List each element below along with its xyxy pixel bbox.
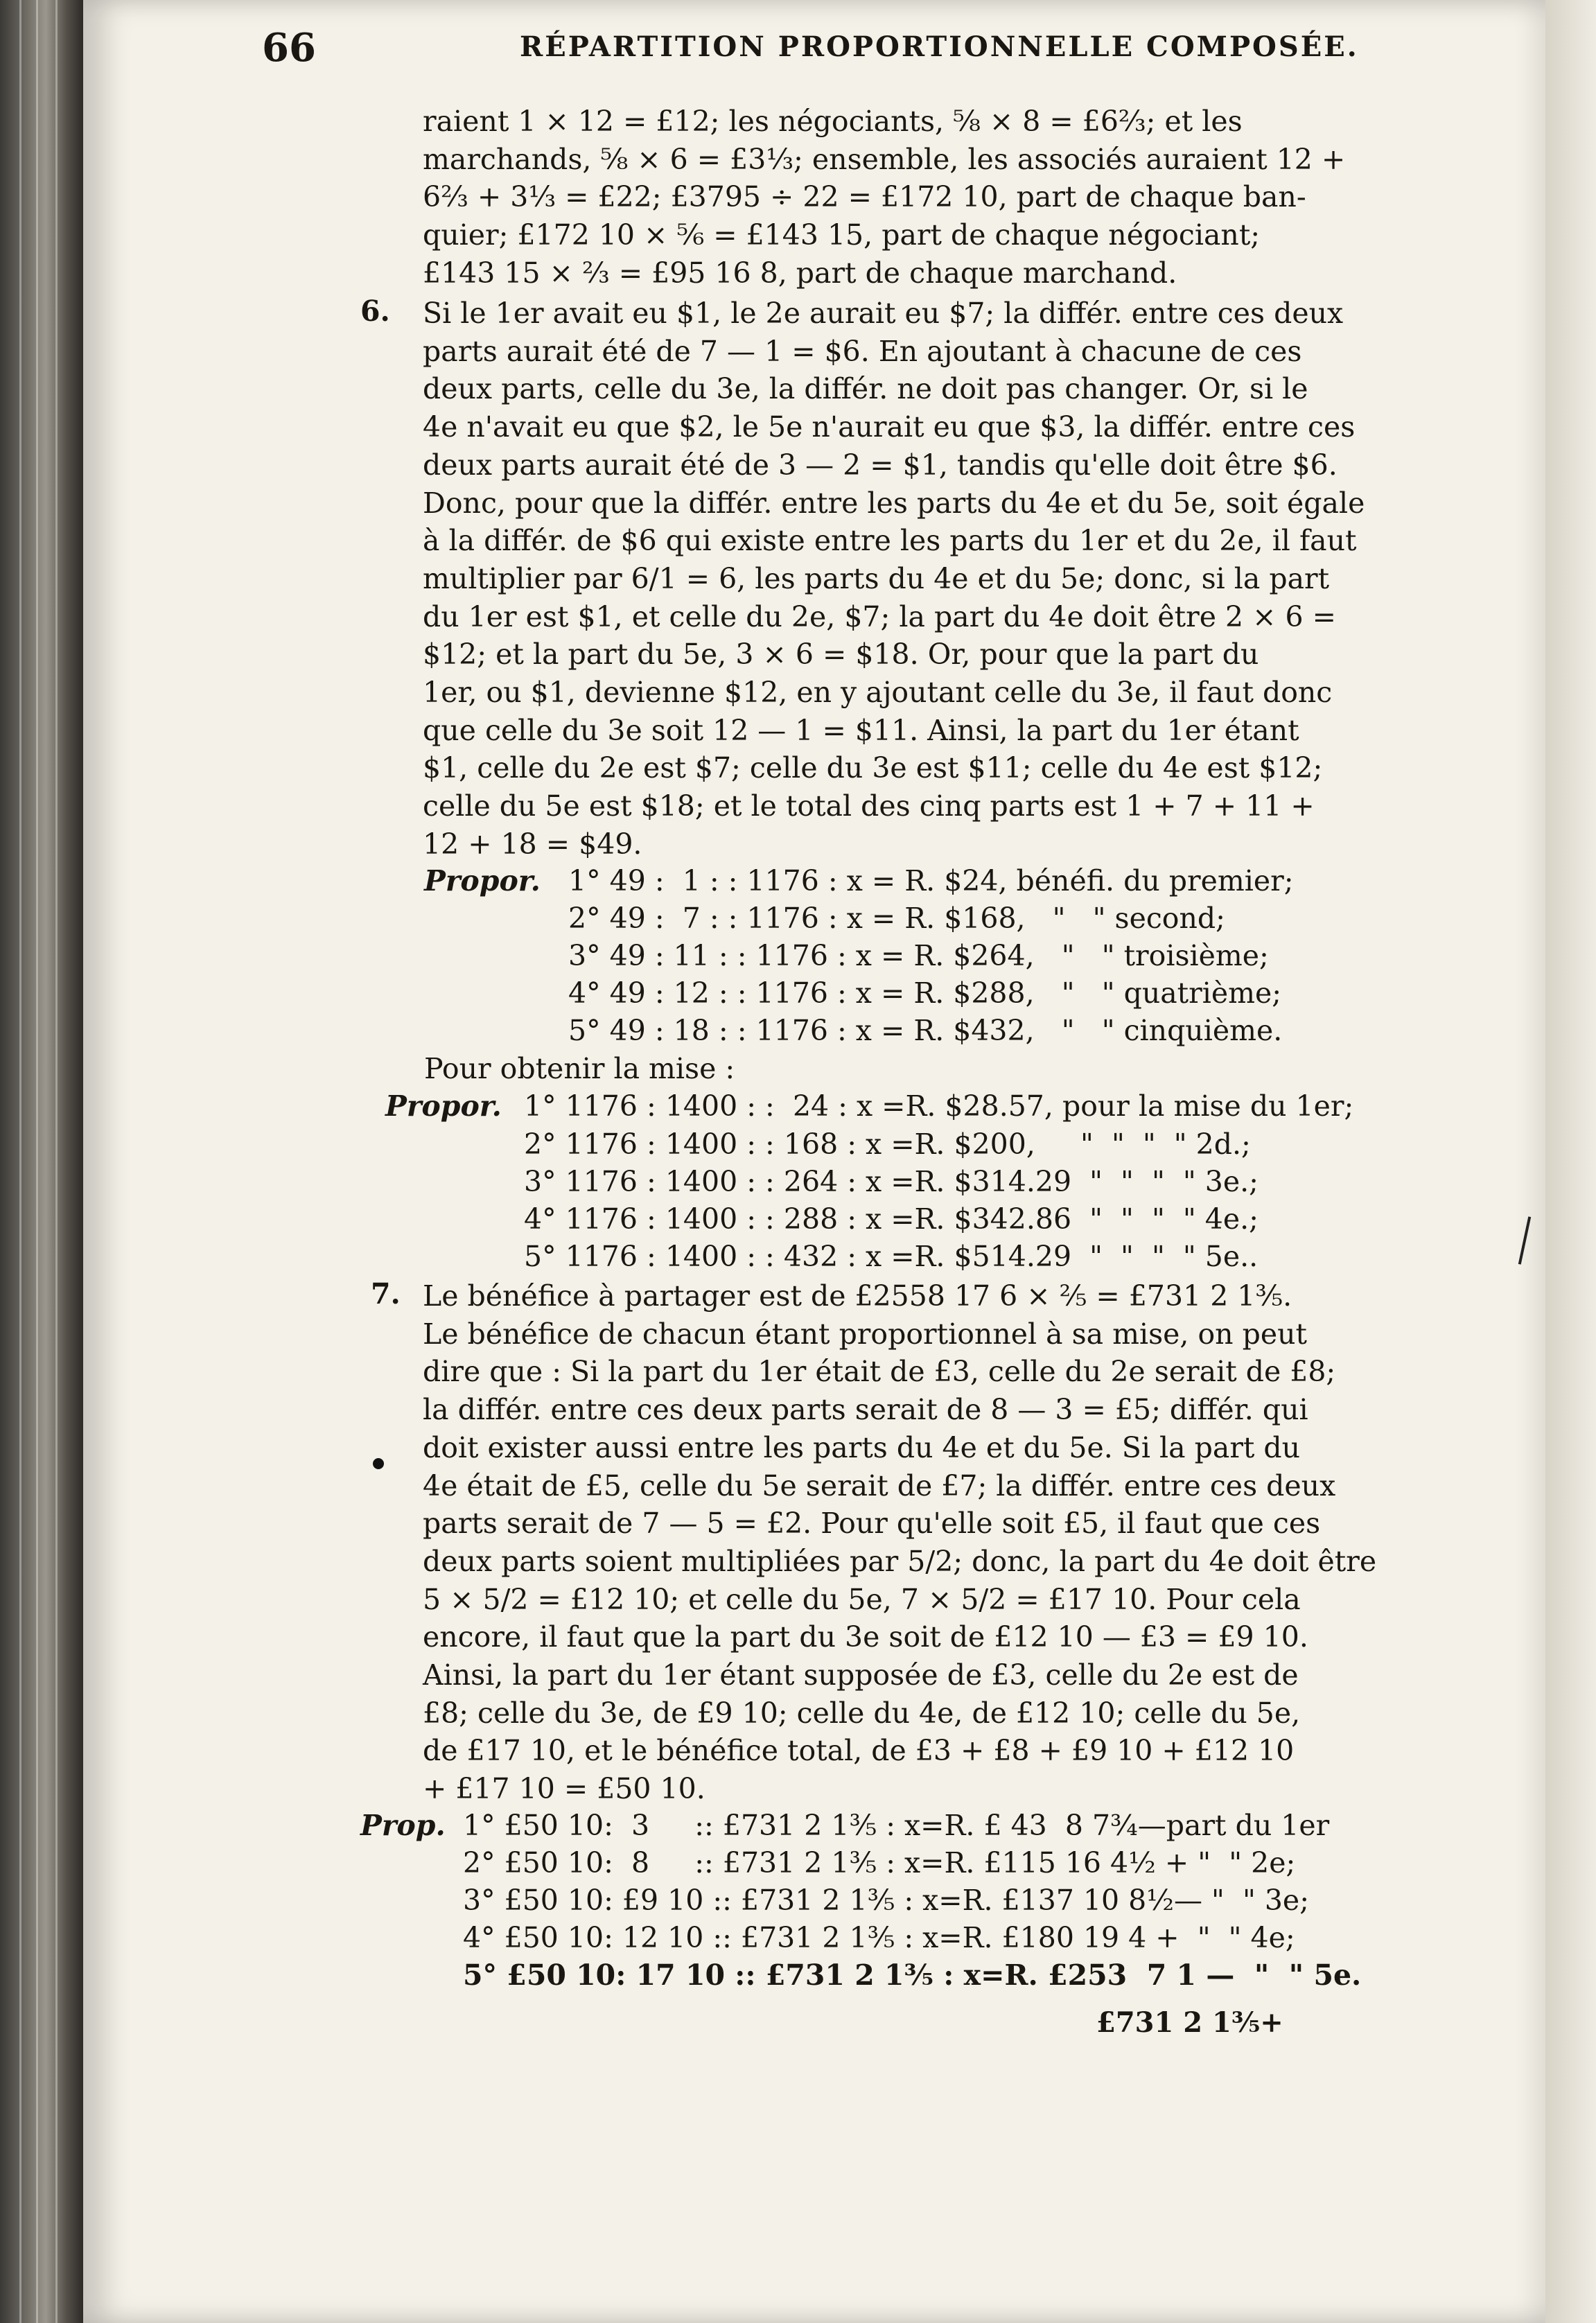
proportion-label: Propor. — [424, 864, 541, 897]
text-line: Donc, pour que la différ. entre les parts du 4e et du 5e, soit égale — [423, 486, 1365, 520]
text-line: deux parts, celle du 3e, la différ. ne doit pas changer. Or, si le — [423, 372, 1308, 406]
text-line: doit exister aussi entre les parts du 4e et du 5e. Si la part du — [423, 1430, 1301, 1464]
prop-label: Prop. — [360, 1809, 446, 1842]
item-7-paragraph — [423, 1277, 1462, 1808]
text-line: deux parts aurait été de 3 — 2 = $1, tandis qu'elle doit être $6. — [423, 448, 1338, 482]
prop-row: 1° £50 10: 3 :: £731 2 1⅗ : x=R. £ 43 8 7¾—part du 1er — [463, 1809, 1330, 1842]
proportion-row: 3° 49 : 11 : : 1176 : x = R. $264, " " troisième; — [568, 939, 1269, 972]
mise-row: 2° 1176 : 1400 : : 168 : x =R. $200, " " " " 2d.; — [524, 1128, 1251, 1161]
total-sum: £731 2 1⅗+ — [1096, 2006, 1283, 2039]
mise-row: 3° 1176 : 1400 : : 264 : x =R. $314.29 " " " " 3e.; — [524, 1165, 1259, 1198]
mise-row: 1° 1176 : 1400 : : 24 : x =R. $28.57, pour la mise du 1er; — [524, 1089, 1354, 1123]
text-line: 5 × 5/2 = £12 10; et celle du 5e, 7 × 5/2 = £17 10. Pour cela — [423, 1582, 1301, 1616]
text-line: dire que : Si la part du 1er était de £3, celle du 2e serait de £8; — [423, 1355, 1336, 1389]
text-line: £8; celle du 3e, de £9 10; celle du 4e, de £12 10; celle du 5e, — [423, 1696, 1301, 1730]
text-line: $12; et la part du 5e, 3 × 6 = $18. Or, pour que la part du — [423, 638, 1259, 672]
text-line: 12 + 18 = $49. — [423, 827, 642, 861]
proportion-row: 1° 49 : 1 : : 1176 : x = R. $24, bénéfi. du premier; — [568, 864, 1294, 897]
text-line: 4e était de £5, celle du 5e serait de £7; la différ. entre ces deux — [423, 1469, 1336, 1502]
prop-row: 2° £50 10: 8 :: £731 2 1⅗ : x=R. £115 16 4½ + " " 2e; — [463, 1846, 1296, 1879]
mise-intro: Pour obtenir la mise : — [424, 1052, 735, 1085]
book-spine-edge — [0, 0, 83, 2323]
proportion-row: 5° 49 : 18 : : 1176 : x = R. $432, " " cinquième. — [568, 1014, 1283, 1047]
item-number-6: 6. — [360, 295, 390, 328]
text-line: Si le 1er avait eu $1, le 2e aurait eu $7; la différ. entre ces deux — [423, 297, 1344, 330]
continuation-paragraph — [423, 103, 1462, 292]
proportion-row: 4° 49 : 12 : : 1176 : x = R. $288, " " quatrième; — [568, 976, 1282, 1010]
text-line: marchands, ⅝ × 6 = £3⅓; ensemble, les associés auraient 12 + — [423, 142, 1346, 176]
text-line: encore, il faut que la part du 3e soit de £12 10 — £3 = £9 10. — [423, 1620, 1308, 1654]
text-line: 1er, ou $1, devienne $12, en y ajoutant celle du 3e, il faut donc — [423, 676, 1333, 710]
prop-row: 3° £50 10: £9 10 :: £731 2 1⅗ : x=R. £137 10 8½— " " 3e; — [463, 1884, 1310, 1917]
text-line: de £17 10, et le bénéfice total, de £3 + £8 + £9 10 + £12 10 — [423, 1734, 1295, 1768]
prop-row: 5° £50 10: 17 10 :: £731 2 1⅗ : x=R. £253 7 1 — " " 5e. — [463, 1958, 1362, 1992]
prop-row: 4° £50 10: 12 10 :: £731 2 1⅗ : x=R. £180 19 4 + " " 4e; — [463, 1921, 1295, 1954]
text-line: 4e n'avait eu que $2, le 5e n'aurait eu que $3, la différ. entre ces — [423, 410, 1356, 444]
text-line: Le bénéfice à partager est de £2558 17 6 × ⅖ = £731 2 1⅗. — [423, 1279, 1292, 1313]
text-line: deux parts soient multipliées par 5/2; donc, la part du 4e doit être — [423, 1544, 1377, 1578]
text-line: parts aurait été de 7 — 1 = $6. En ajoutant à chacune de ces — [423, 334, 1302, 368]
mise-row: 4° 1176 : 1400 : : 288 : x =R. $342.86 " " " " 4e.; — [524, 1202, 1259, 1236]
text-line: Le bénéfice de chacun étant proportionnel à sa mise, on peut — [423, 1317, 1307, 1351]
mise-label: Propor. — [385, 1089, 502, 1123]
text-line: que celle du 3e soit 12 — 1 = $11. Ainsi, la part du 1er étant — [423, 713, 1299, 747]
text-line: £143 15 × ⅔ = £95 16 8, part de chaque marchand. — [423, 256, 1177, 290]
text-line: celle du 5e est $18; et le total des cinq parts est 1 + 7 + 11 + — [423, 789, 1315, 823]
text-line: la différ. entre ces deux parts serait de 8 — 3 = £5; différ. qui — [423, 1393, 1308, 1427]
item-6-paragraph — [423, 295, 1462, 864]
text-line: raient 1 × 12 = £12; les négociants, ⅝ × 8 = £6⅔; et les — [423, 105, 1243, 138]
margin-dot — [373, 1458, 384, 1469]
page-number: 66 — [262, 25, 316, 71]
text-line: $1, celle du 2e est $7; celle du 3e est $11; celle du 4e est $12; — [423, 751, 1323, 785]
proportion-row: 2° 49 : 7 : : 1176 : x = R. $168, " " second; — [568, 902, 1225, 935]
text-line: parts serait de 7 — 5 = £2. Pour qu'elle soit £5, il faut que ces — [423, 1507, 1321, 1541]
running-title: RÉPARTITION PROPORTIONNELLE COMPOSÉE. — [520, 30, 1359, 63]
text-line: du 1er est $1, et celle du 2e, $7; la part du 4e doit être 2 × 6 = — [423, 599, 1336, 633]
mise-row: 5° 1176 : 1400 : : 432 : x =R. $514.29 " " " " 5e.. — [524, 1240, 1259, 1273]
text-line: Ainsi, la part du 1er étant supposée de £3, celle du 2e est de — [423, 1658, 1299, 1692]
text-line: multiplier par 6/1 = 6, les parts du 4e et du 5e; donc, si la part — [423, 561, 1330, 595]
text-line: 6⅔ + 3⅓ = £22; £3795 ÷ 22 = £172 10, part de chaque ban- — [423, 180, 1306, 214]
page-right-margin — [1545, 0, 1596, 2323]
text-line: quier; £172 10 × ⅚ = £143 15, part de chaque négociant; — [423, 218, 1261, 252]
text-line: + £17 10 = £50 10. — [423, 1772, 705, 1806]
text-line: à la différ. de $6 qui existe entre les parts du 1er et du 2e, il faut — [423, 524, 1357, 558]
item-number-7: 7. — [371, 1277, 401, 1310]
